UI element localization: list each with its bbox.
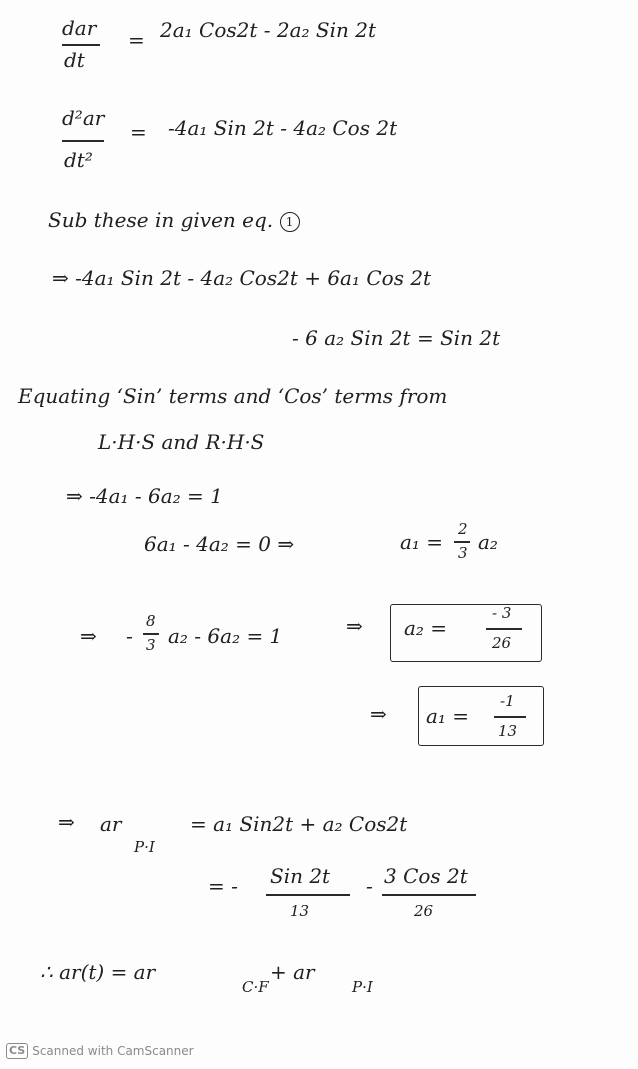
a2-answer-bar xyxy=(486,628,522,630)
equation-b: 6a₁ - 4a₂ = 0 ⇒ xyxy=(144,532,295,556)
equating-text: Equating ‘Sin’ terms and ‘Cos’ terms from xyxy=(18,384,448,408)
implies-arrow-4: ⇒ xyxy=(58,810,75,834)
particular-subscript: P·I xyxy=(352,978,373,996)
camscanner-text: Scanned with CamScanner xyxy=(32,1044,194,1058)
combined-equation: a₂ - 6a₂ = 1 xyxy=(168,624,283,648)
a1-answer-den: 13 xyxy=(498,722,518,740)
eight-thirds-bar xyxy=(143,633,159,635)
a1-relation-lhs: a₁ = xyxy=(400,530,444,554)
equation-number-badge: 1 xyxy=(280,212,300,232)
camscanner-logo: CS xyxy=(6,1043,28,1059)
pi-frac1-bar xyxy=(266,894,350,896)
equation-a: ⇒ -4a₁ - 6a₂ = 1 xyxy=(66,484,223,508)
neg-sign: - xyxy=(126,624,133,648)
deriv1-fraction-bar xyxy=(62,44,100,46)
particular-integral-rhs: = a₁ Sin2t + a₂ Cos2t xyxy=(190,812,408,836)
scanner-watermark xyxy=(6,1042,194,1060)
general-solution-plus: + ar xyxy=(270,960,315,984)
particular-integral-subscript: P·I xyxy=(134,838,155,856)
substituted-equation-line1: ⇒ -4a₁ Sin 2t - 4a₂ Cos2t + 6a₁ Cos 2t xyxy=(52,266,432,290)
particular-integral-symbol: ar xyxy=(100,812,122,836)
a1-answer-num: -1 xyxy=(500,692,515,710)
deriv1-numerator: dar xyxy=(62,16,97,40)
pi-frac2-num: 3 Cos 2t xyxy=(384,864,468,888)
deriv2-denominator: dt² xyxy=(64,148,93,172)
implies-arrow-3: ⇒ xyxy=(370,702,387,726)
substitute-label: Sub these in given eq. xyxy=(48,208,274,232)
a1-relation-bar xyxy=(454,541,470,543)
deriv2-numerator: d²ar xyxy=(62,106,105,130)
a1-relation-var: a₂ xyxy=(478,530,498,554)
deriv1-equals: = xyxy=(128,28,145,52)
a1-relation-num: 2 xyxy=(458,520,468,538)
deriv1-denominator: dt xyxy=(64,48,85,72)
pi-frac2-den: 26 xyxy=(414,902,434,920)
a2-answer-lhs: a₂ = xyxy=(404,616,448,640)
a2-answer-den: 26 xyxy=(492,634,512,652)
substituted-equation-line2: - 6 a₂ Sin 2t = Sin 2t xyxy=(292,326,501,350)
implies-arrow-2: ⇒ xyxy=(346,614,363,638)
deriv2-fraction-bar xyxy=(62,140,104,142)
pi-frac1-num: Sin 2t xyxy=(270,864,331,888)
a1-answer-lhs: a₁ = xyxy=(426,704,470,728)
a1-relation-den: 3 xyxy=(458,544,468,562)
pi-frac1-den: 13 xyxy=(290,902,310,920)
eight-thirds-den: 3 xyxy=(146,636,156,654)
pi-result-minus: - xyxy=(366,874,373,898)
a1-answer-bar xyxy=(494,716,526,718)
eight-thirds-num: 8 xyxy=(146,612,156,630)
deriv2-equals: = xyxy=(130,120,147,144)
substitute-text xyxy=(48,210,300,232)
lhs-rhs-text: L·H·S and R·H·S xyxy=(98,430,265,454)
pi-frac2-bar xyxy=(382,894,476,896)
pi-result-equals: = - xyxy=(208,874,238,898)
a2-answer-num: - 3 xyxy=(492,604,512,622)
complementary-subscript: C·F xyxy=(242,978,269,996)
deriv1-rhs: 2a₁ Cos2t - 2a₂ Sin 2t xyxy=(160,18,376,42)
implies-arrow-1: ⇒ xyxy=(80,624,97,648)
general-solution: ∴ ar(t) = ar xyxy=(40,960,156,984)
deriv2-rhs: -4a₁ Sin 2t - 4a₂ Cos 2t xyxy=(168,116,398,140)
